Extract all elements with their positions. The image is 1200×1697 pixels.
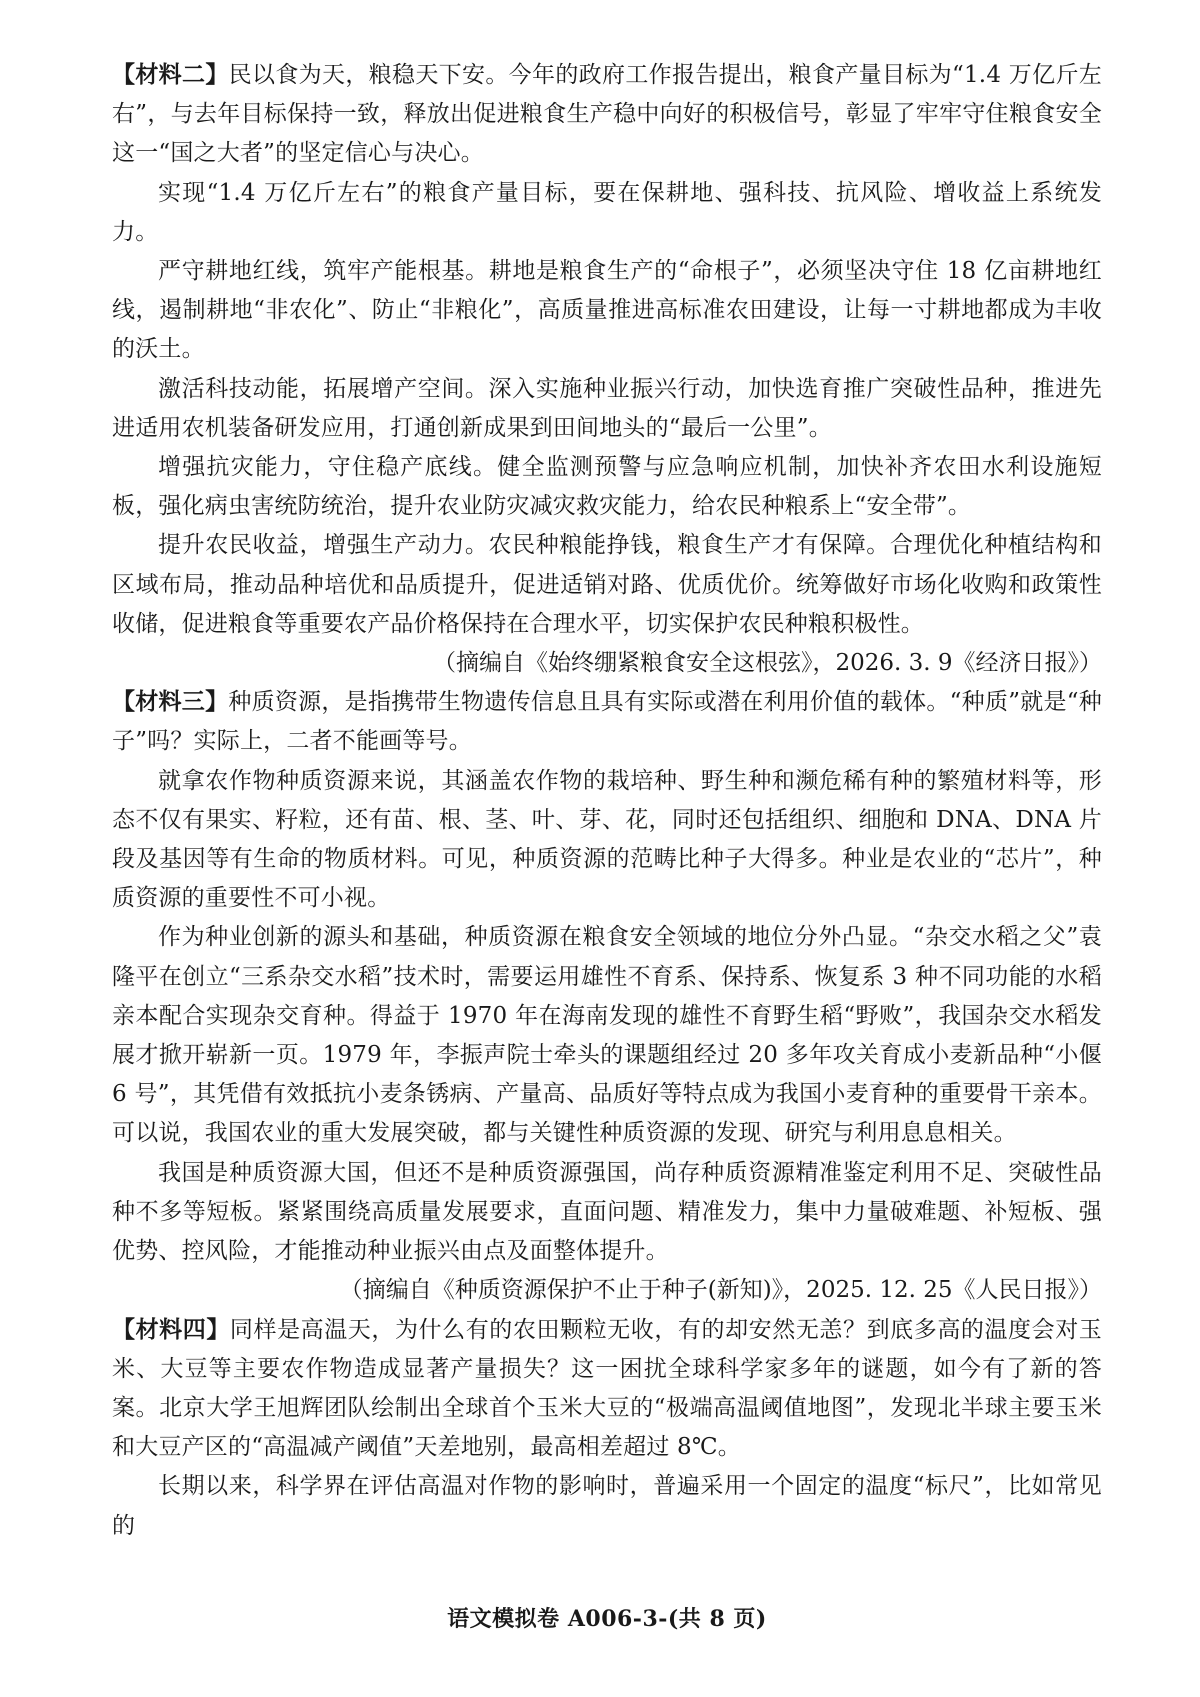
material2-paragraph-1: 民以食为天，粮稳天下安。今年的政府工作报告提出，粮食产量目标为“1.4 万亿斤左右”，与去年目标保持一致，释放出促进粮食生产稳中向好的积极信号，彰显了牢牢守住粮食安全这一“国之大者”的坚定信心与决心。 (112, 62, 1102, 167)
material2-paragraph-2: 实现“1.4 万亿斤左右”的粮食产量目标，要在保耕地、强科技、抗风险、增收益上系统发力。 (112, 179, 1102, 245)
material3-paragraph-1: 种质资源，是指携带生物遗传信息且具有实际或潜在利用价值的载体。“种质”就是“种子”吗？实际上，二者不能画等号。 (112, 689, 1103, 755)
material2-source: （摘编自《始终绷紧粮食安全这根弦》，2026. 3. 9《经济日报》） (432, 650, 1102, 677)
material3-tag: 【材料三】 (112, 689, 229, 716)
material3-paragraph-3: 作为种业创新的源头和基础，种质资源在粮食安全领域的地位分外凸显。“杂交水稻之父”袁隆平在创立“三系杂交水稻”技术时，需要运用雄性不育系、保持系、恢复系 3 种不同功能的水稻亲本配合实现杂交育种。得益于 1970 年在海南发现的雄性不育野生稻“野败”，我国杂交水稻发展才掀开崭新一页。1979 年，李振声院士牵头的课题组经过 20 多年攻关育成小麦新品种“小偃 6 号”，其凭借有效抵抗小麦条锈病、产量高、品质好等特点成为我国小麦育种的重要骨干亲本。可以说，我国农业的重大发展突破，都与关键性种质资源的发现、研究与利用息息相关。 (112, 924, 1102, 1147)
material4-intro (112, 1311, 1102, 1468)
page-footer: 语文模拟卷 A006-3-(共 8 页) (447, 1606, 767, 1632)
exam-page (112, 0, 1102, 1697)
material2-paragraph-5: 增强抗灾能力，守住稳产底线。健全监测预警与应急响应机制，加快补齐农田水利设施短板，强化病虫害统防统治，提升农业防灾减灾救灾能力，给农民种粮系上“安全带”。 (112, 454, 1102, 520)
material3-source: （摘编自《种质资源保护不止于种子(新知)》，2025. 12. 25《人民日报》） (339, 1277, 1102, 1304)
material4-tag: 【材料四】 (112, 1316, 230, 1343)
material4-paragraph-1: 同样是高温天，为什么有的农田颗粒无收，有的却安然无恙？到底多高的温度会对玉米、大豆等主要农作物造成显著产量损失？这一困扰全球科学家多年的谜题，如今有了新的答案。北京大学王旭辉团队绘制出全球首个玉米大豆的“极端高温阈值地图”，发现北半球主要玉米和大豆产区的“高温减产阈值”天差地别，最高相差超过 8℃。 (112, 1316, 1102, 1461)
material3-intro (112, 683, 1102, 761)
material2-tag: 【材料二】 (112, 62, 229, 88)
material3-paragraph-2: 就拿农作物种质资源来说，其涵盖农作物的栽培种、野生种和濒危稀有种的繁殖材料等，形态不仅有果实、籽粒，还有苗、根、茎、叶、芽、花，同时还包括组织、细胞和 DNA、DNA 片段及基因等有生命的物质材料。可见，种质资源的范畴比种子大得多。种业是农业的“芯片”，种质资源的重要性不可小视。 (112, 767, 1102, 912)
material3-paragraph-4: 我国是种质资源大国，但还不是种质资源强国，尚存种质资源精准鉴定利用不足、突破性品种不多等短板。紧紧围绕高质量发展要求，直面问题、精准发力，集中力量破难题、补短板、强优势、控风险，才能推动种业振兴由点及面整体提升。 (112, 1159, 1102, 1265)
material4-paragraph-2: 长期以来，科学界在评估高温对作物的影响时，普遍采用一个固定的温度“标尺”，比如常见的 (112, 1473, 1102, 1539)
material2-intro (112, 56, 1102, 174)
material2-paragraph-4: 激活科技动能，拓展增产空间。深入实施种业振兴行动，加快选育推广突破性品种，推进先进适用农机装备研发应用，打通创新成果到田间地头的“最后一公里”。 (112, 375, 1102, 441)
material2-paragraph-6: 提升农民收益，增强生产动力。农民种粮能挣钱，粮食生产才有保障。合理优化种植结构和区域布局，推动品种培优和品质提升，促进适销对路、优质优价。统筹做好市场化收购和政策性收储，促进粮食等重要农产品价格保持在合理水平，切实保护农民种粮积极性。 (112, 532, 1102, 637)
page-content (112, 56, 1102, 1546)
material2-paragraph-3: 严守耕地红线，筑牢产能根基。耕地是粮食生产的“命根子”，必须坚决守住 18 亿亩耕地红线，遏制耕地“非农化”、防止“非粮化”，高质量推进高标准农田建设，让每一寸耕地都成为丰收的沃土。 (112, 258, 1102, 363)
